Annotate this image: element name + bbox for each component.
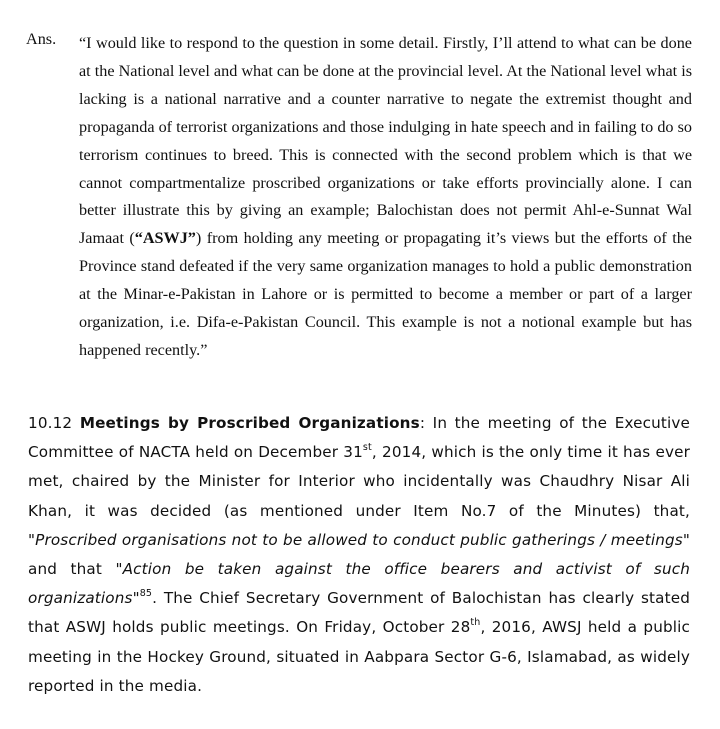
section-heading: Meetings by Proscribed Organizations xyxy=(79,414,420,432)
section-text-4: " xyxy=(132,589,140,608)
footnote-marker: 85 xyxy=(139,588,153,600)
answer-text-part-2: ) from holding any meeting or propagating it’s views but the efforts of the Province stand defeated if the very same organization manages to hold a public demonstration at the Minar-e-Pakistan in Lahore or is permitted to become a member or part of a larger organization, i.e. Difa-e-Pakistan Council. This example is not a notional example but has happened recently.” xyxy=(79,229,692,359)
answer-text-part-1: “I would like to respond to the question in some detail. Firstly, I’ll attend to what can be done at the National level and what can be done at the provincial level. At the National level what is lacking is a national narrative and a counter narrative to negate the extremist thought and propaganda of terrorist organizations and those indulging in hate speech and in failing to do so terrorism continues to breed. This is connected with the second problem which is that we cannot compartmentalize proscribed organizations or take efforts provincially alone. I can better illustrate this by giving an example; Balochistan does not permit Ahl-e-Sunnat Wal Jamaat ( xyxy=(79,34,692,248)
section-text-6: , 2016, AWSJ held a public meeting in the Hockey Ground, situated in Aabpara Sector G-6, Islamabad, as widely reported in the media. xyxy=(28,618,690,695)
answer-text xyxy=(79,30,692,365)
answer-label: Ans. xyxy=(26,30,57,48)
section-10-12 xyxy=(28,409,690,701)
section-text-1: : In the meeting of the Executive Committee of NACTA held on December 31 xyxy=(28,414,690,462)
section-text-2: , 2014, which is the only time it has ever met, chaired by the Minister for Interior who incidentally was Chaudhry Nisar Ali Khan, it was decided (as mentioned under Item No.7 of the Minutes) that, " xyxy=(28,443,690,549)
section-text-3: " and that " xyxy=(28,530,690,579)
section-text-5: . The Chief Secretary Government of Balochistan has clearly stated that ASWJ holds public meetings. On Friday, October 28 xyxy=(28,589,690,637)
quote-action-against-bearers: Action be taken against the office bearers and activist of such organizations xyxy=(28,560,690,608)
answer-bold-term: “ASWJ” xyxy=(134,229,196,248)
section-number: 10.12 xyxy=(28,414,73,432)
superscript-th: th xyxy=(470,617,481,629)
superscript-st: st xyxy=(362,442,372,454)
quote-public-gatherings: Proscribed organisations not to be allowed to conduct public gatherings / meetings xyxy=(35,530,683,549)
